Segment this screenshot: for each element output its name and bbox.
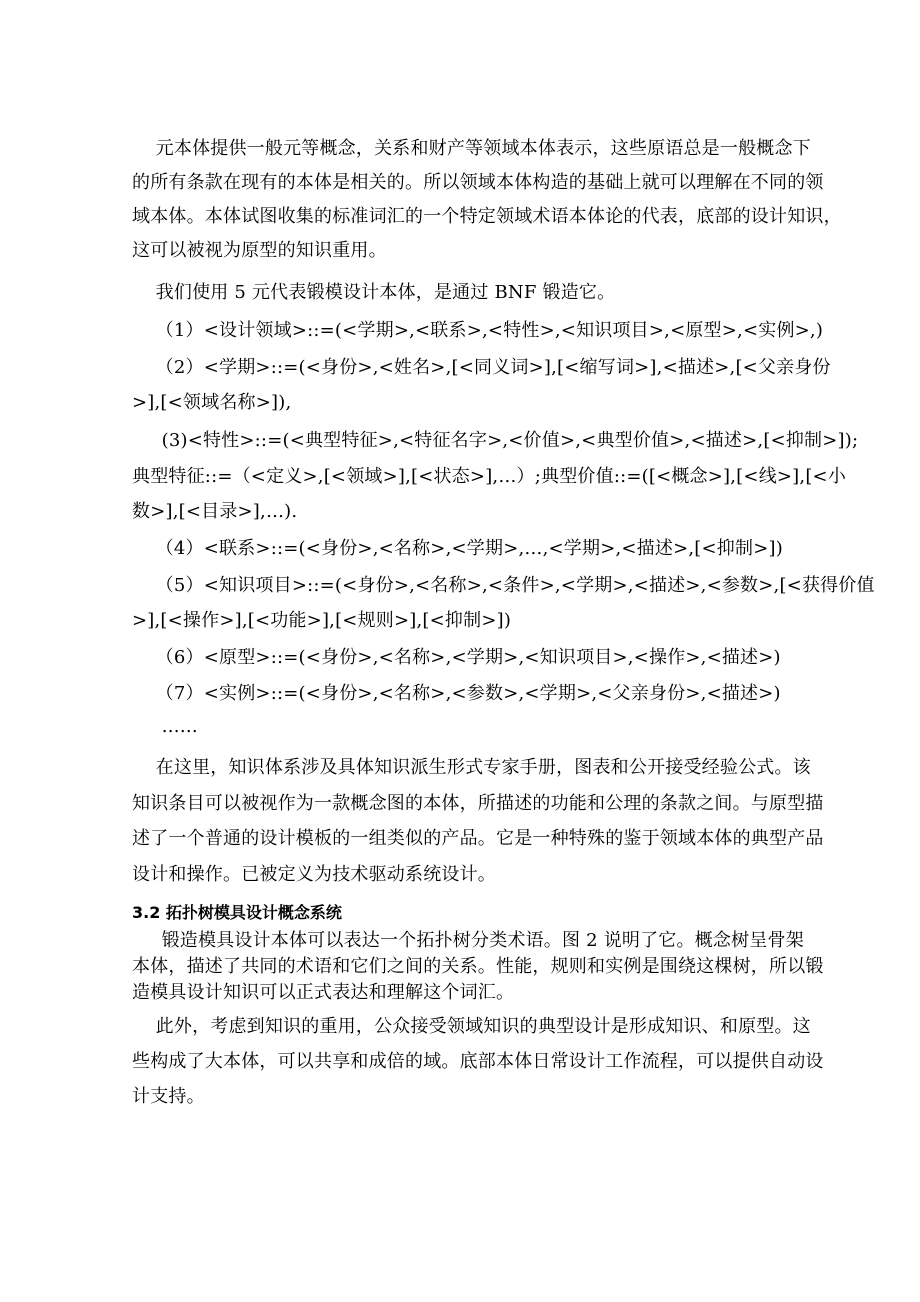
paragraph-3-line-2: 知识条目可以被视作为一款概念图的本体，所描述的功能和公理的条款之间。与原型描 [132,793,824,814]
bnf-item-6: （6）<原型>::=(<身份>,<名称>,<学期>,<知识项目>,<操作>,<描述>) [132,647,781,668]
bnf-item-1: （1）<设计领域>::=(<学期>,<联系>,<特性>,<知识项目>,<原型>,<实例>,) [132,320,824,341]
paragraph-4-line-2: 本体，描述了共同的术语和它们之间的关系。性能，规则和实例是围绕这棵树，所以锻 [132,956,824,977]
bnf-ellipsis: …… [132,716,199,737]
bnf-item-2-line-1: （2）<学期>::=(<身份>,<姓名>,[<同义词>],[<缩写词>],<描述>,[<父亲身份 [132,357,831,378]
bnf-item-3-line-1: (3)<特性>::=(<典型特征>,<特征名字>,<价值>,<典型价值>,<描述>,[<抑制>]); [132,430,859,451]
paragraph-4-line-3: 造模具设计知识可以正式表达和理解这个词汇。 [132,982,515,1003]
paragraph-3-line-3: 述了一个普通的设计模板的一组类似的产品。它是一种特殊的鉴于领域本体的典型产品 [132,828,824,849]
paragraph-3-line-4: 设计和操作。已被定义为技术驱动系统设计。 [132,864,496,885]
paragraph-3-line-1: 在这里，知识体系涉及具体知识派生形式专家手册，图表和公开接受经验公式。该 [132,757,811,778]
paragraph-2-line-1: 我们使用 5 元代表锻模设计本体，是通过 BNF 锻造它。 [132,282,616,303]
paragraph-5-line-1: 此外，考虑到知识的重用，公众接受领域知识的典型设计是形成知识、和原型。这 [132,1016,811,1037]
bnf-item-5-line-2: >],[<操作>],[<功能>],[<规则>],[<抑制>]) [132,610,512,631]
paragraph-4-line-1: 锻造模具设计本体可以表达一个拓扑树分类术语。图 2 说明了它。概念树呈骨架 [132,930,804,951]
bnf-item-7: （7）<实例>::=(<身份>,<名称>,<参数>,<学期>,<父亲身份>,<描述>) [132,683,781,704]
paragraph-1-line-4: 这可以被视为原型的知识重用。 [132,240,387,261]
bnf-item-3-line-2: 典型特征::=（<定义>,[<领域>],[<状态>],…）;典型价值::=([<概念>],[<线>],[<小 [132,466,847,487]
paragraph-1-line-1: 元本体提供一般元等概念，关系和财产等领域本体表示，这些原语总是一般概念下 [132,138,811,159]
bnf-item-3-line-3: 数>],[<目录>],…). [132,501,298,522]
paragraph-1-line-2: 的所有条款在现有的本体是相关的。所以领域本体构造的基础上就可以理解在不同的领 [132,172,824,193]
section-heading: 3.2 拓扑树模具设计概念系统 [132,903,342,922]
bnf-item-5-line-1: （5）<知识项目>::=(<身份>,<名称>,<条件>,<学期>,<描述>,<参数>,[<获得价值 [132,575,875,596]
bnf-item-4: （4）<联系>::=(<身份>,<名称>,<学期>,…,<学期>,<描述>,[<抑制>]) [132,538,783,559]
paragraph-5-line-2: 些构成了大本体，可以共享和成倍的域。底部本体日常设计工作流程，可以提供自动设 [132,1051,824,1072]
paragraph-5-line-3: 计支持。 [132,1086,205,1107]
paragraph-1-line-3: 域本体。本体试图收集的标准词汇的一个特定领域术语本体论的代表，底部的设计知识， [132,206,842,227]
bnf-item-2-line-2: >],[<领域名称>]), [132,392,292,413]
